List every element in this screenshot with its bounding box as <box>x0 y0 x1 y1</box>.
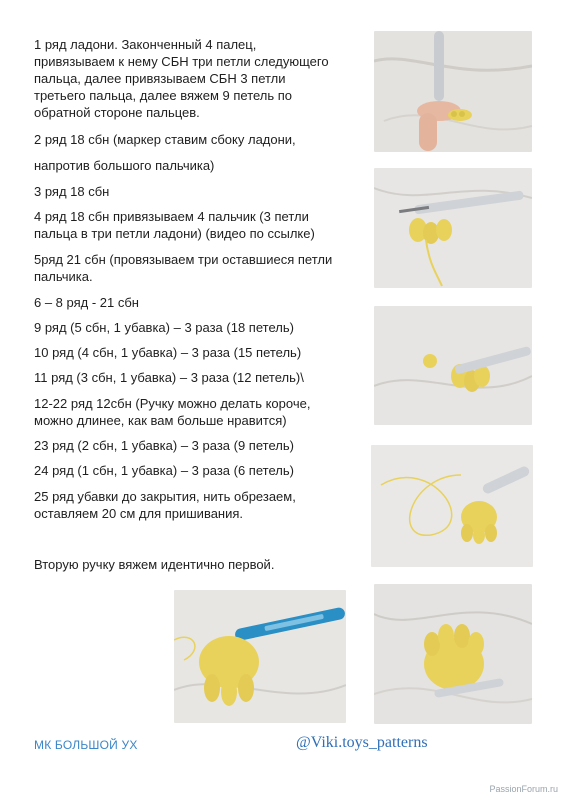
photo-step-4 <box>371 445 533 567</box>
crochet-fingers-photo <box>374 168 532 288</box>
footer-title: МК БОЛЬШОЙ УХ <box>34 738 138 752</box>
instruction-line: можно длинее, как вам больше нравится) <box>34 413 287 428</box>
instruction-line: 5ряд 21 сбн (провязываем три оставшиеся петли <box>34 252 333 267</box>
instruction-line: 23 ряд (2 сбн, 1 убавка) – 3 раза (9 петель) <box>34 438 294 453</box>
instruction-line: обратной стороне пальцев. <box>34 105 200 120</box>
instruction-line: пальца, далее привязываем СБН 3 петли <box>34 71 286 86</box>
crochet-hand-blue-hook-photo <box>174 590 346 723</box>
crochet-palm-thread-photo <box>371 445 533 567</box>
instruction-line: 2 ряд 18 сбн (маркер ставим сбоку ладони, <box>34 132 296 147</box>
photo-step-5 <box>174 590 346 723</box>
instruction-line: 3 ряд 18 сбн <box>34 184 110 199</box>
footer-handle: @Viki.toys_patterns <box>296 734 428 751</box>
instruction-line: 11 ряд (3 сбн, 1 убавка) – 3 раза (12 петель)\ <box>34 370 304 385</box>
instruction-line: 9 ряд (5 сбн, 1 убавка) – 3 раза (18 петель) <box>34 320 294 335</box>
instruction-line: оставляем 20 см для пришивания. <box>34 506 244 521</box>
crochet-finished-hand-photo <box>374 584 532 724</box>
instruction-line: 4 ряд 18 сбн привязываем 4 пальчик (3 петли <box>34 209 309 224</box>
instruction-line: 10 ряд (4 сбн, 1 убавка) – 3 раза (15 петель) <box>34 345 302 360</box>
instruction-line: 1 ряд ладони. Законченный 4 палец, <box>34 37 257 52</box>
watermark: PassionForum.ru <box>489 784 558 794</box>
photo-step-1 <box>374 31 532 152</box>
instruction-line: третьего пальца, далее вяжем 9 петель по <box>34 88 293 103</box>
instruction-line: 24 ряд (1 сбн, 1 убавка) – 3 раза (6 петель) <box>34 463 294 478</box>
instruction-line: пальчика. <box>34 269 93 284</box>
instruction-line: 6 – 8 ряд - 21 сбн <box>34 295 139 310</box>
instruction-line: пальца в три петли ладони) (видео по ссылке) <box>34 226 315 241</box>
instruction-line: 12-22 ряд 12сбн (Ручку можно делать короче, <box>34 396 311 411</box>
instruction-line: Вторую ручку вяжем идентично первой. <box>34 557 275 572</box>
crochet-hand-photo <box>374 31 532 152</box>
instruction-line: привязываем к нему СБН три петли следующего <box>34 54 329 69</box>
photo-step-3 <box>374 306 532 425</box>
instruction-line: напротив большого пальчика) <box>34 158 215 173</box>
photo-step-2 <box>374 168 532 288</box>
instruction-line: 25 ряд убавки до закрытия, нить обрезаем, <box>34 489 296 504</box>
photo-step-6 <box>374 584 532 724</box>
crochet-fingers-ball-photo <box>374 306 532 425</box>
